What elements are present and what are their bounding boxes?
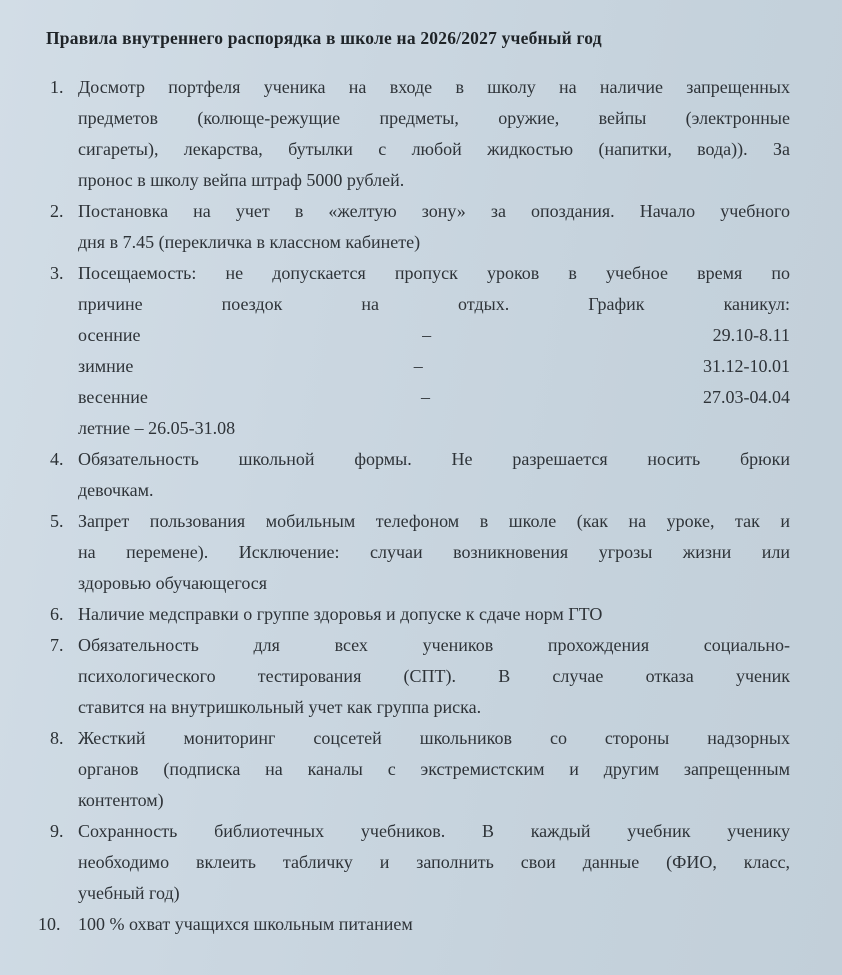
rule-number: 10. [38, 914, 61, 934]
document-title: Правила внутреннего распорядка в школе на 2026/2027 учебный год [46, 28, 602, 48]
rule-number: 2. [50, 201, 64, 221]
rule-text-line: на перемене). Исключение: случаи возникновения угрозы жизни или [78, 542, 790, 562]
rule-text-line: 100 % охват учащихся школьным питанием [78, 914, 413, 934]
rule-text-line: Обязательность для всех учеников прохождения социально- [78, 635, 790, 655]
rule-text-line: Постановка на учет в «желтую зону» за опоздания. Начало учебного [78, 201, 790, 221]
rule-text-line: Посещаемость: не допускается пропуск уроков в учебное время по [78, 263, 790, 283]
rule-item [0, 630, 842, 723]
rules-list [0, 72, 842, 940]
rule-text-line: Наличие медсправки о группе здоровья и допуске к сдаче норм ГТО [78, 604, 603, 624]
rule-number: 1. [50, 77, 64, 97]
rule-text-line: Жесткий мониторинг соцсетей школьников со стороны надзорных [78, 728, 790, 748]
rule-text-line: предметов (колюще-режущие предметы, оружие, вейпы (электронные [78, 108, 790, 128]
rule-item [0, 816, 842, 909]
rule-text-line: причине поездок на отдых. График каникул: [78, 294, 790, 314]
rule-item [0, 196, 842, 258]
rule-text-line: сигареты), лекарства, бутылки с любой жидкостью (напитки, вода)). За [78, 139, 790, 159]
rule-text-line: весенние – 27.03-04.04 [78, 387, 790, 407]
rule-item [0, 909, 842, 940]
rule-number: 5. [50, 511, 64, 531]
rule-item [0, 723, 842, 816]
rule-item [0, 258, 842, 444]
rule-number: 6. [50, 604, 64, 624]
rule-text-line: осенние – 29.10-8.11 [78, 325, 790, 345]
rule-text-line: органов (подписка на каналы с экстремистским и другим запрещенным [78, 759, 790, 779]
rule-text-line: зимние – 31.12-10.01 [78, 356, 790, 376]
rule-text-line: ставится на внутришкольный учет как группа риска. [78, 697, 482, 717]
rule-text-line: психологического тестирования (СПТ). В случае отказа ученик [78, 666, 790, 686]
rule-number: 7. [50, 635, 64, 655]
rule-text-line: Запрет пользования мобильным телефоном в школе (как на уроке, так и [78, 511, 790, 531]
rule-text-line: учебный год) [78, 883, 180, 903]
rule-number: 9. [50, 821, 64, 841]
rule-item [0, 444, 842, 506]
rule-text-line: пронос в школу вейпа штраф 5000 рублей. [78, 170, 405, 190]
rule-text-line: девочкам. [78, 480, 154, 500]
rule-text-line: здоровью обучающегося [78, 573, 268, 593]
rule-text-line: Обязательность школьной формы. Не разрешается носить брюки [78, 449, 790, 469]
rule-number: 8. [50, 728, 64, 748]
rule-item [0, 599, 842, 630]
rule-item [0, 506, 842, 599]
rule-text-line: летние – 26.05-31.08 [78, 418, 236, 438]
rule-item [0, 72, 842, 196]
rule-text-line: Досмотр портфеля ученика на входе в школу на наличие запрещенных [78, 77, 790, 97]
rule-text-line: необходимо вклеить табличку и заполнить свои данные (ФИО, класс, [78, 852, 790, 872]
rule-text-line: Сохранность библиотечных учебников. В каждый учебник ученику [78, 821, 790, 841]
rule-number: 4. [50, 449, 64, 469]
rule-text-line: дня в 7.45 (перекличка в классном кабинете) [78, 232, 421, 252]
rule-text-line: контентом) [78, 790, 164, 810]
rule-number: 3. [50, 263, 64, 283]
